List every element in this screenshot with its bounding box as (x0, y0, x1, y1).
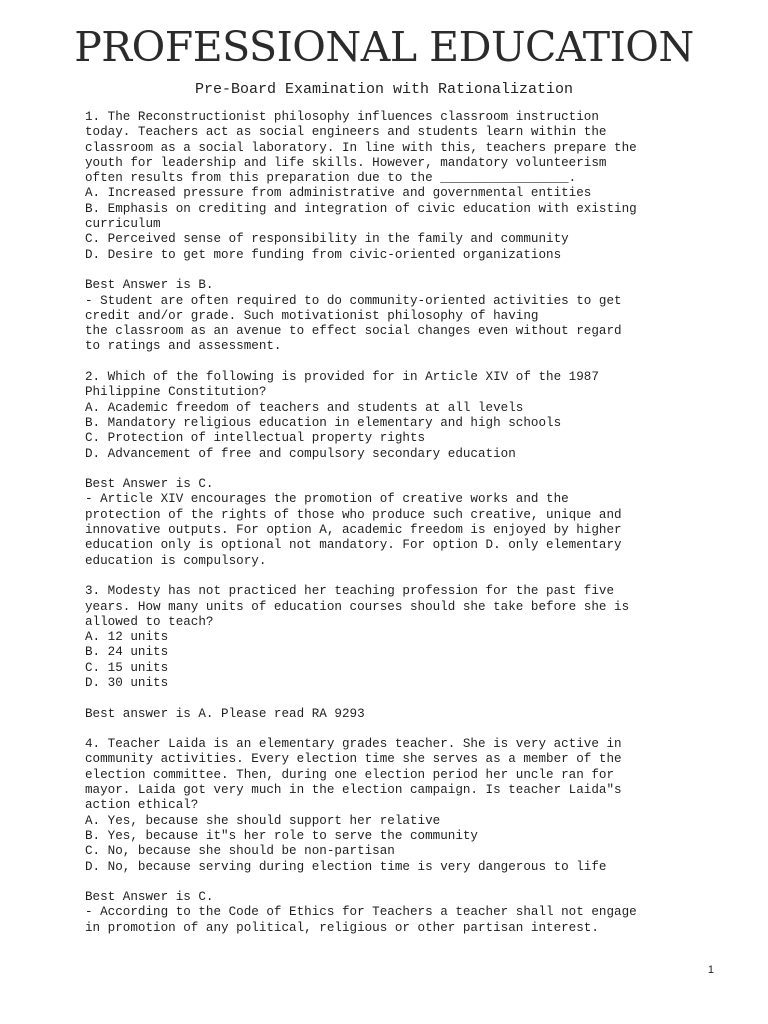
text-line: community activities. Every election time she serves as a member of the (85, 752, 622, 767)
exam-content (85, 110, 725, 936)
text-line: Best Answer is C. (85, 477, 214, 492)
text-line: years. How many units of education courses should she take before she is (85, 599, 630, 614)
blank-line (85, 722, 725, 737)
blank-line (85, 263, 725, 278)
text-line: C. 15 units (85, 660, 169, 675)
text-line: A. Yes, because she should support her relative (85, 813, 441, 828)
text-line: B. Mandatory religious education in elementary and high schools (85, 415, 562, 430)
text-line: C. Perceived sense of responsibility in the family and community (85, 232, 569, 247)
text-line: Best Answer is C. (85, 890, 214, 905)
text-line: innovative outputs. For option A, academic freedom is enjoyed by higher (85, 523, 622, 538)
blank-line (85, 875, 725, 890)
text-line: - According to the Code of Ethics for Teachers a teacher shall not engage (85, 905, 637, 920)
text-line: curriculum (85, 217, 161, 232)
text-line: allowed to teach? (85, 614, 214, 629)
text-line: mayor. Laida got very much in the election campaign. Is teacher Laida"s (85, 783, 622, 798)
text-line: protection of the rights of those who produce such creative, unique and (85, 507, 622, 522)
text-line: B. 24 units (85, 645, 169, 660)
text-line: 4. Teacher Laida is an elementary grades teacher. She is very active in (85, 737, 622, 752)
text-line: youth for leadership and life skills. However, mandatory volunteerism (85, 155, 607, 170)
text-line: - Article XIV encourages the promotion of creative works and the (85, 492, 569, 507)
blank-line (85, 355, 725, 370)
text-line: 1. The Reconstructionist philosophy influences classroom instruction (85, 110, 599, 124)
text-line: credit and/or grade. Such motivationist philosophy of having (85, 308, 539, 323)
text-line: B. Emphasis on crediting and integration of civic education with existing (85, 201, 637, 216)
blank-line (85, 569, 725, 584)
text-line: Best Answer is B. (85, 278, 214, 293)
text-line: often results from this preparation due to the _________________. (85, 171, 577, 186)
text-line: the classroom as an avenue to effect social changes even without regard (85, 324, 622, 339)
text-line: Best answer is A. Please read RA 9293 (85, 706, 365, 721)
text-line: A. 12 units (85, 630, 169, 645)
blank-line (85, 691, 725, 706)
text-line: 3. Modesty has not practiced her teaching profession for the past five (85, 584, 615, 599)
document-subtitle: Pre-Board Examination with Rationalization (194, 81, 574, 98)
text-line: election committee. Then, during one election period her uncle ran for (85, 767, 615, 782)
text-line: D. Desire to get more funding from civic-oriented organizations (85, 247, 562, 262)
text-line: D. Advancement of free and compulsory secondary education (85, 446, 516, 461)
text-line: to ratings and assessment. (85, 339, 282, 354)
page-number: 1 (707, 964, 714, 976)
text-line: 2. Which of the following is provided for in Article XIV of the 1987 (85, 370, 599, 385)
text-line: D. 30 units (85, 675, 169, 690)
text-line: C. No, because she should be non-partisan (85, 844, 395, 859)
text-line: Philippine Constitution? (85, 385, 267, 400)
blank-line (85, 462, 725, 477)
text-line: D. No, because serving during election time is very dangerous to life (85, 859, 607, 874)
text-line: education is compulsory. (85, 553, 267, 568)
text-line: A. Increased pressure from administrative and governmental entities (85, 186, 592, 201)
text-line: today. Teachers act as social engineers and students learn within the (85, 125, 607, 140)
text-line: action ethical? (85, 798, 199, 813)
text-line: - Student are often required to do community-oriented activities to get (85, 293, 622, 308)
text-line: classroom as a social laboratory. In line with this, teachers prepare the (85, 140, 637, 155)
text-line: in promotion of any political, religious or other partisan interest. (85, 920, 599, 935)
text-line: B. Yes, because it"s her role to serve the community (85, 828, 478, 843)
text-line: A. Academic freedom of teachers and students at all levels (85, 400, 524, 415)
document-title: PROFESSIONAL EDUCATION (74, 23, 694, 71)
text-line: C. Protection of intellectual property rights (85, 431, 426, 446)
text-line: education only is optional not mandatory. For option D. only elementary (85, 538, 622, 553)
